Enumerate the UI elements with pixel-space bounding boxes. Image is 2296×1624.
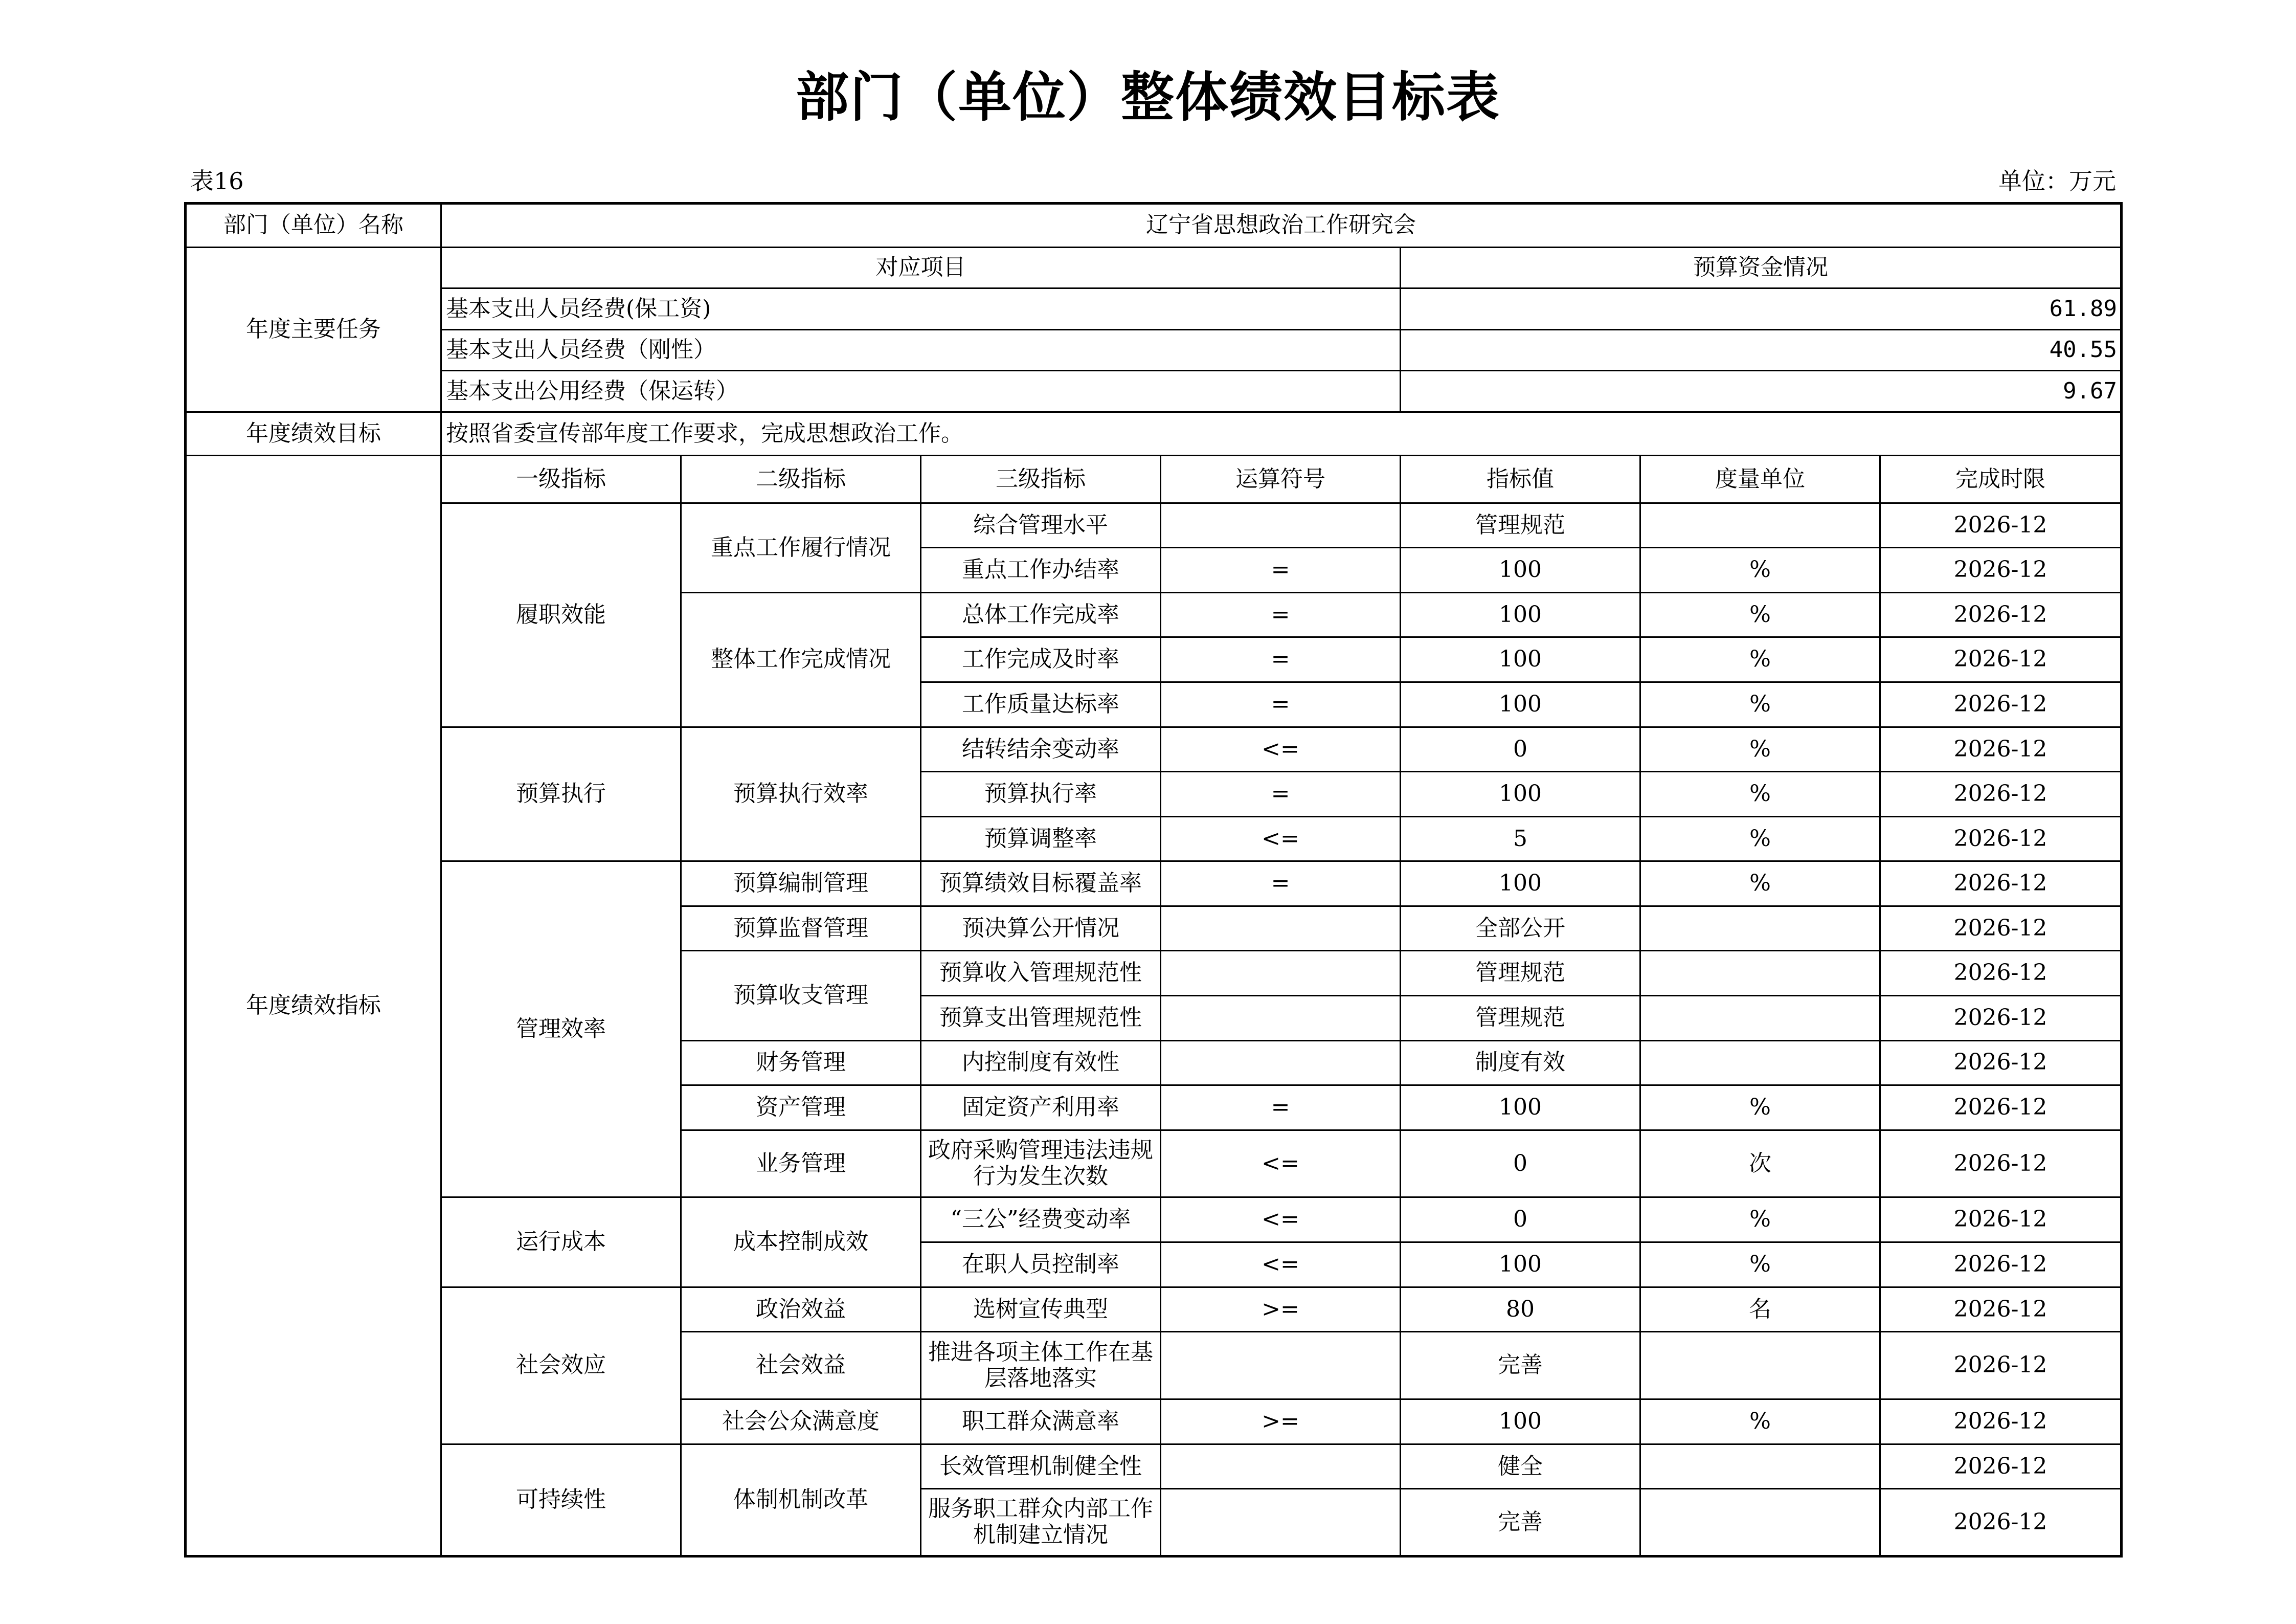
level2-indicator: 社会公众满意度 — [681, 1399, 921, 1444]
operator-cell: = — [1161, 592, 1401, 637]
operator-cell — [1161, 503, 1401, 548]
level2-indicator: 成本控制成效 — [681, 1197, 921, 1287]
tasks-col-project: 对应项目 — [441, 247, 1401, 288]
operator-cell — [1161, 1040, 1401, 1085]
measure-unit-cell: % — [1640, 1085, 1880, 1130]
task-row — [186, 371, 2122, 412]
deadline-cell: 2026-12 — [1880, 592, 2122, 637]
level3-indicator: “三公”经费变动率 — [921, 1197, 1161, 1242]
level3-indicator: 预算绩效目标覆盖率 — [921, 861, 1161, 906]
operator-cell — [1161, 951, 1401, 996]
operator-cell — [1161, 995, 1401, 1040]
operator-cell: <= — [1161, 1130, 1401, 1197]
level3-indicator: 预决算公开情况 — [921, 906, 1161, 951]
operator-cell: >= — [1161, 1287, 1401, 1332]
deadline-cell: 2026-12 — [1880, 1085, 2122, 1130]
measure-unit-cell: % — [1640, 682, 1880, 727]
operator-cell: <= — [1161, 1242, 1401, 1287]
deadline-cell: 2026-12 — [1880, 1287, 2122, 1332]
unit-label: 单位：万元 — [1998, 167, 2116, 195]
tasks-col-budget: 预算资金情况 — [1401, 247, 2122, 288]
measure-unit-cell: % — [1640, 1399, 1880, 1444]
task-name: 基本支出人员经费(保工资) — [441, 288, 1401, 330]
indicator-row — [186, 503, 2122, 548]
level3-indicator: 预算调整率 — [921, 816, 1161, 861]
level3-indicator: 工作质量达标率 — [921, 682, 1161, 727]
target-value-cell: 100 — [1401, 861, 1640, 906]
measure-unit-cell: % — [1640, 1242, 1880, 1287]
deadline-cell: 2026-12 — [1880, 1130, 2122, 1197]
indicator-header-cell: 二级指标 — [681, 456, 921, 503]
indicator-header-cell: 度量单位 — [1640, 456, 1880, 503]
dept-row — [186, 204, 2122, 248]
level3-indicator: 政府采购管理违法违规行为发生次数 — [921, 1130, 1161, 1197]
deadline-cell: 2026-12 — [1880, 1197, 2122, 1242]
measure-unit-cell: % — [1640, 816, 1880, 861]
task-row — [186, 329, 2122, 371]
deadline-cell: 2026-12 — [1880, 772, 2122, 817]
indicator-row — [186, 1287, 2122, 1332]
operator-cell: = — [1161, 861, 1401, 906]
measure-unit-cell: % — [1640, 1197, 1880, 1242]
deadline-cell: 2026-12 — [1880, 995, 2122, 1040]
level3-indicator: 服务职工群众内部工作机制建立情况 — [921, 1489, 1161, 1556]
target-value-cell: 管理规范 — [1401, 503, 1640, 548]
deadline-cell: 2026-12 — [1880, 1399, 2122, 1444]
level3-indicator: 综合管理水平 — [921, 503, 1161, 548]
measure-unit-cell — [1640, 1040, 1880, 1085]
level3-indicator: 职工群众满意率 — [921, 1399, 1161, 1444]
level1-indicator: 可持续性 — [441, 1444, 681, 1556]
tasks-header-row — [186, 247, 2122, 288]
measure-unit-cell — [1640, 503, 1880, 548]
operator-cell: <= — [1161, 727, 1401, 772]
goal-row — [186, 412, 2122, 456]
deadline-cell: 2026-12 — [1880, 906, 2122, 951]
task-amount: 61.89 — [1401, 288, 2122, 330]
level2-indicator: 体制机制改革 — [681, 1444, 921, 1556]
deadline-cell: 2026-12 — [1880, 727, 2122, 772]
deadline-cell: 2026-12 — [1880, 548, 2122, 593]
level1-indicator: 运行成本 — [441, 1197, 681, 1287]
level3-indicator: 固定资产利用率 — [921, 1085, 1161, 1130]
target-value-cell: 0 — [1401, 1197, 1640, 1242]
target-value-cell: 100 — [1401, 772, 1640, 817]
level2-indicator: 社会效益 — [681, 1332, 921, 1399]
operator-cell: = — [1161, 772, 1401, 817]
deadline-cell: 2026-12 — [1880, 1040, 2122, 1085]
page-title: 部门（单位）整体绩效目标表 — [795, 66, 1500, 128]
target-value-cell: 80 — [1401, 1287, 1640, 1332]
target-value-cell: 5 — [1401, 816, 1640, 861]
level3-indicator: 内控制度有效性 — [921, 1040, 1161, 1085]
measure-unit-cell — [1640, 1332, 1880, 1399]
target-value-cell: 100 — [1401, 1085, 1640, 1130]
indicator-header-cell: 完成时限 — [1880, 456, 2122, 503]
task-name: 基本支出公用经费（保运转） — [441, 371, 1401, 412]
level3-indicator: 结转结余变动率 — [921, 727, 1161, 772]
target-value-cell: 0 — [1401, 727, 1640, 772]
operator-cell: = — [1161, 682, 1401, 727]
dept-label: 部门（单位）名称 — [186, 204, 441, 248]
indicator-header-cell: 一级指标 — [441, 456, 681, 503]
operator-cell — [1161, 1489, 1401, 1556]
performance-target-table — [184, 202, 2123, 1558]
tasks-label: 年度主要任务 — [186, 247, 441, 412]
level3-indicator: 预算支出管理规范性 — [921, 995, 1161, 1040]
target-value-cell: 健全 — [1401, 1444, 1640, 1489]
level2-indicator: 整体工作完成情况 — [681, 592, 921, 727]
indicator-row — [186, 861, 2122, 906]
deadline-cell: 2026-12 — [1880, 816, 2122, 861]
task-name: 基本支出人员经费（刚性） — [441, 329, 1401, 371]
task-row — [186, 288, 2122, 330]
measure-unit-cell — [1640, 1444, 1880, 1489]
operator-cell: = — [1161, 1085, 1401, 1130]
indicator-row — [186, 727, 2122, 772]
level1-indicator: 管理效率 — [441, 861, 681, 1197]
level2-indicator: 预算编制管理 — [681, 861, 921, 906]
target-value-cell: 完善 — [1401, 1332, 1640, 1399]
level2-indicator: 预算监督管理 — [681, 906, 921, 951]
target-value-cell: 完善 — [1401, 1489, 1640, 1556]
deadline-cell: 2026-12 — [1880, 1332, 2122, 1399]
goal-text: 按照省委宣传部年度工作要求，完成思想政治工作。 — [441, 412, 2122, 456]
measure-unit-cell — [1640, 951, 1880, 996]
operator-cell: = — [1161, 637, 1401, 682]
operator-cell — [1161, 906, 1401, 951]
level3-indicator: 总体工作完成率 — [921, 592, 1161, 637]
indicator-row — [186, 1444, 2122, 1489]
measure-unit-cell: % — [1640, 637, 1880, 682]
level3-indicator: 预算执行率 — [921, 772, 1161, 817]
measure-unit-cell — [1640, 906, 1880, 951]
deadline-cell: 2026-12 — [1880, 1444, 2122, 1489]
target-value-cell: 制度有效 — [1401, 1040, 1640, 1085]
measure-unit-cell: 名 — [1640, 1287, 1880, 1332]
indicator-row — [186, 1197, 2122, 1242]
operator-cell — [1161, 1332, 1401, 1399]
level3-indicator: 长效管理机制健全性 — [921, 1444, 1161, 1489]
target-value-cell: 100 — [1401, 548, 1640, 593]
level1-indicator: 预算执行 — [441, 727, 681, 861]
deadline-cell: 2026-12 — [1880, 1489, 2122, 1556]
indicators-label: 年度绩效指标 — [186, 456, 441, 1556]
level3-indicator: 推进各项主体工作在基层落地落实 — [921, 1332, 1161, 1399]
operator-cell: <= — [1161, 1197, 1401, 1242]
target-value-cell: 全部公开 — [1401, 906, 1640, 951]
level3-indicator: 工作完成及时率 — [921, 637, 1161, 682]
level3-indicator: 重点工作办结率 — [921, 548, 1161, 593]
level1-indicator: 履职效能 — [441, 503, 681, 727]
task-amount: 9.67 — [1401, 371, 2122, 412]
deadline-cell: 2026-12 — [1880, 503, 2122, 548]
level2-indicator: 预算执行效率 — [681, 727, 921, 861]
level3-indicator: 在职人员控制率 — [921, 1242, 1161, 1287]
operator-cell: >= — [1161, 1399, 1401, 1444]
task-amount: 40.55 — [1401, 329, 2122, 371]
level2-indicator: 财务管理 — [681, 1040, 921, 1085]
level2-indicator: 预算收支管理 — [681, 951, 921, 1040]
indicator-header-cell: 指标值 — [1401, 456, 1640, 503]
measure-unit-cell: % — [1640, 861, 1880, 906]
deadline-cell: 2026-12 — [1880, 1242, 2122, 1287]
measure-unit-cell: % — [1640, 592, 1880, 637]
level1-indicator: 社会效应 — [441, 1287, 681, 1444]
target-value-cell: 管理规范 — [1401, 951, 1640, 996]
target-value-cell: 100 — [1401, 682, 1640, 727]
measure-unit-cell: % — [1640, 548, 1880, 593]
operator-cell — [1161, 1444, 1401, 1489]
deadline-cell: 2026-12 — [1880, 682, 2122, 727]
measure-unit-cell: % — [1640, 772, 1880, 817]
indicator-header-row — [186, 456, 2122, 503]
measure-unit-cell — [1640, 995, 1880, 1040]
deadline-cell: 2026-12 — [1880, 637, 2122, 682]
level2-indicator: 资产管理 — [681, 1085, 921, 1130]
dept-name: 辽宁省思想政治工作研究会 — [441, 204, 2122, 248]
target-value-cell: 100 — [1401, 592, 1640, 637]
level2-indicator: 政治效益 — [681, 1287, 921, 1332]
target-value-cell: 管理规范 — [1401, 995, 1640, 1040]
operator-cell: <= — [1161, 816, 1401, 861]
deadline-cell: 2026-12 — [1880, 861, 2122, 906]
level2-indicator: 业务管理 — [681, 1130, 921, 1197]
target-value-cell: 100 — [1401, 637, 1640, 682]
level3-indicator: 预算收入管理规范性 — [921, 951, 1161, 996]
measure-unit-cell: % — [1640, 727, 1880, 772]
level2-indicator: 重点工作履行情况 — [681, 503, 921, 592]
indicator-header-cell: 运算符号 — [1161, 456, 1401, 503]
deadline-cell: 2026-12 — [1880, 951, 2122, 996]
target-value-cell: 100 — [1401, 1399, 1640, 1444]
target-value-cell: 0 — [1401, 1130, 1640, 1197]
operator-cell: = — [1161, 548, 1401, 593]
indicator-header-cell: 三级指标 — [921, 456, 1161, 503]
goal-label: 年度绩效目标 — [186, 412, 441, 456]
table-number: 表16 — [190, 167, 244, 195]
level3-indicator: 选树宣传典型 — [921, 1287, 1161, 1332]
measure-unit-cell — [1640, 1489, 1880, 1556]
measure-unit-cell: 次 — [1640, 1130, 1880, 1197]
target-value-cell: 100 — [1401, 1242, 1640, 1287]
